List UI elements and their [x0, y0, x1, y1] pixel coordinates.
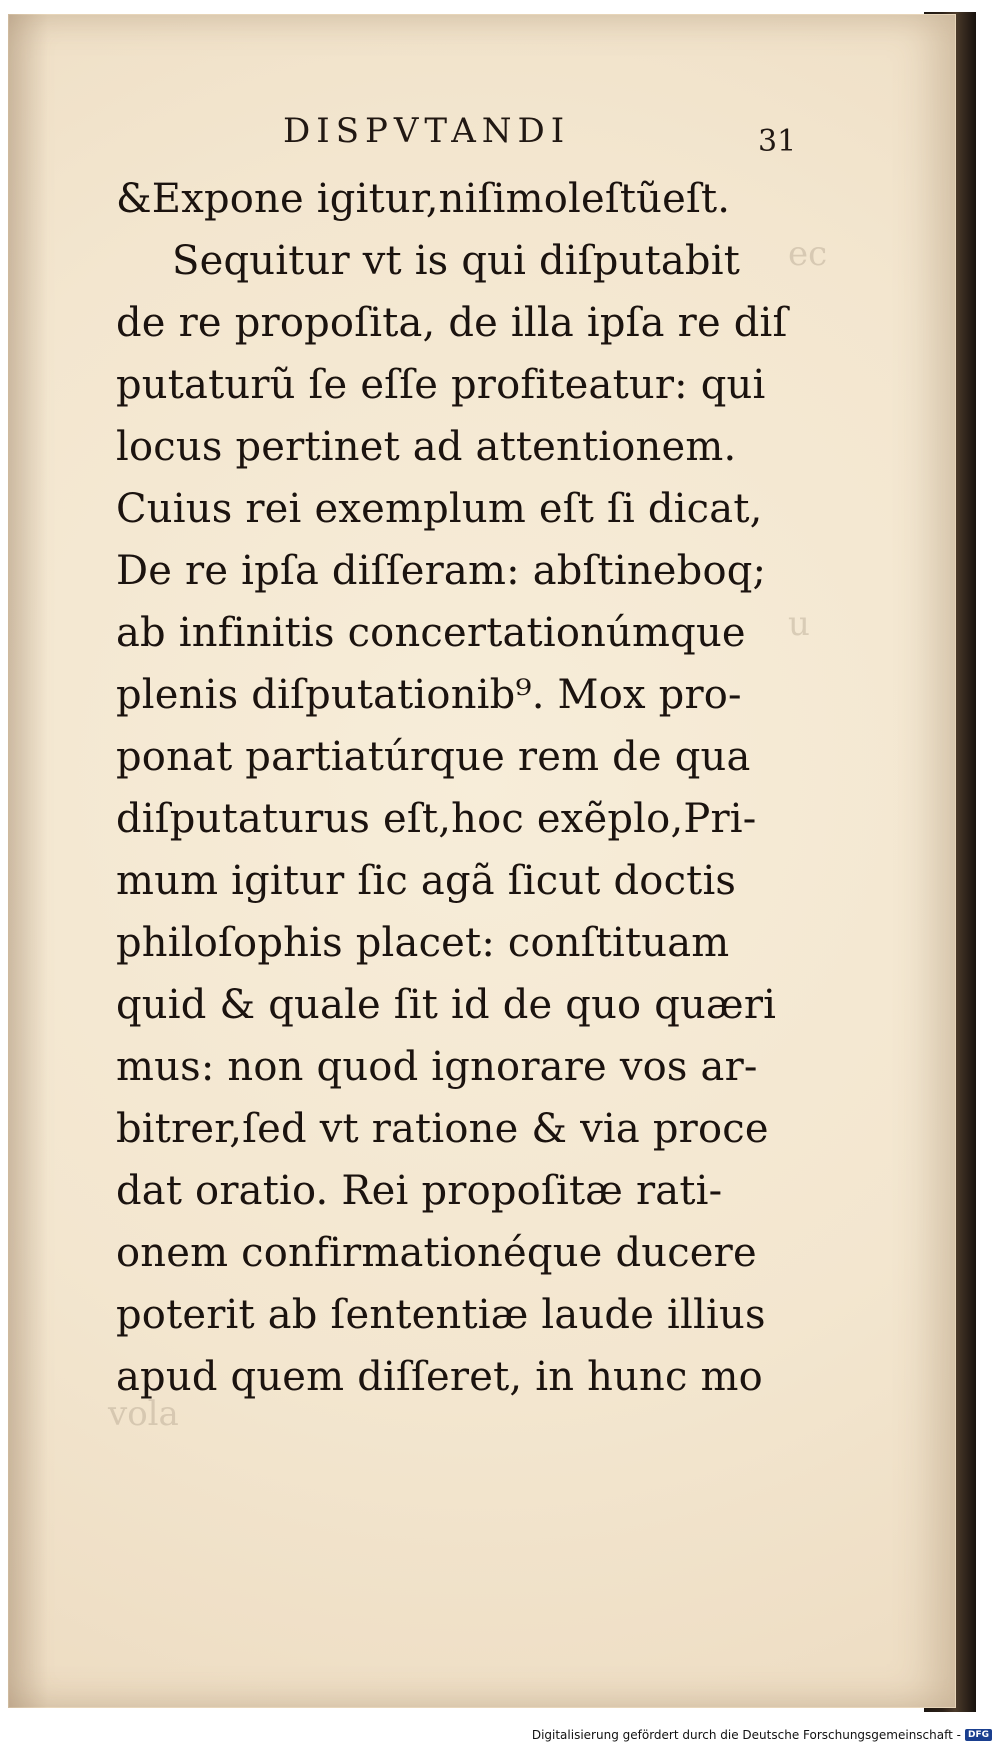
- text-line: philoſophis placet: conſtituam: [116, 920, 730, 966]
- text-line: plenis diſputationib⁹. Mox pro-: [116, 672, 742, 718]
- text-line: &Expone igitur,niſimoleſtũeſt.: [116, 176, 731, 222]
- text-line: locus pertinet ad attentionem.: [116, 424, 737, 470]
- bleed-through-text: vola: [108, 1394, 179, 1434]
- text-line: bitrer,ſed vt ratione & via proce: [116, 1106, 769, 1152]
- bleed-through-text: ec: [788, 234, 828, 274]
- digitization-footer: [532, 1728, 992, 1742]
- text-line: mus: non quod ignorare vos ar-: [116, 1044, 758, 1090]
- text-line: Cuius rei exemplum eſt ſi dicat,: [116, 486, 763, 532]
- text-line: de re propoſita, de illa ipſa re diſ: [116, 300, 788, 346]
- funding-credit: Digitalisierung gefördert durch die Deutsche Forschungsgemeinschaft -: [531, 1728, 961, 1742]
- book-page: [8, 14, 956, 1708]
- dfg-logo: DFG: [965, 1729, 992, 1741]
- text-line: diſputaturus eſt,hoc exẽplo,Pri-: [116, 796, 757, 842]
- running-head: DISPVTANDI: [283, 111, 571, 151]
- page-fold-shadow: [8, 14, 48, 1708]
- text-line: mum igitur ſic agã ſicut doctis: [116, 858, 737, 904]
- text-line: ponat partiatúrque rem de qua: [116, 734, 751, 780]
- text-line: dat oratio. Rei propoſitæ rati-: [116, 1168, 723, 1214]
- text-line: poterit ab ſententiæ laude illius: [116, 1292, 766, 1338]
- text-line: Sequitur vt is qui diſputabit: [172, 238, 740, 284]
- text-line: putaturũ ſe eſſe profiteatur: qui: [116, 362, 766, 408]
- main-text-block: [116, 168, 788, 1408]
- text-line: De re ipſa diſſeram: abſtineboq;: [116, 548, 767, 594]
- text-line: quid & quale ſit id de quo quæri: [116, 982, 777, 1028]
- page-number: 31: [758, 124, 797, 159]
- text-line: onem confirmationéque ducere: [116, 1230, 757, 1276]
- bleed-through-text: u: [788, 604, 810, 644]
- text-line: ab infinitis concertationúmque: [116, 610, 746, 656]
- text-line: apud quem diſſeret, in hunc mo: [116, 1354, 763, 1400]
